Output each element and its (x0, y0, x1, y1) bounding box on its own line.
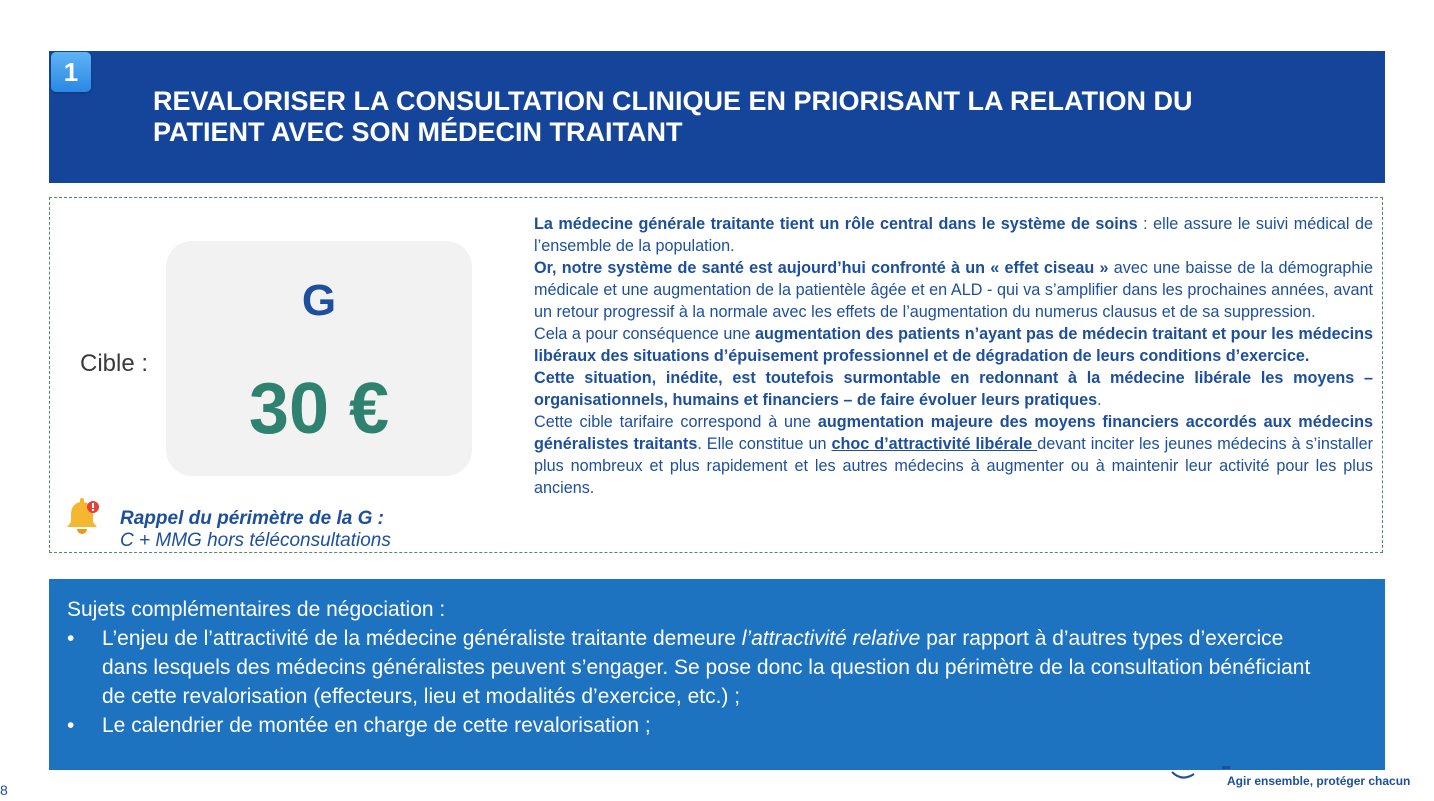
target-label: Cible : (80, 350, 149, 377)
paragraph-central-role (534, 213, 1373, 257)
complementary-topics-list (67, 624, 1327, 740)
scope-reminder (120, 508, 391, 552)
page-title-line-1: REVALORISER LA CONSULTATION CLINIQUE EN PRIORISANT LA RELATION DU (153, 86, 1193, 116)
list-item (67, 711, 1327, 740)
p5-start: Cette cible tarifaire correspond à une (534, 413, 818, 431)
p1-bold: La médecine générale traitante tient un rôle central dans le système de soins (534, 215, 1138, 233)
p2-rest: avec une baisse de la démographie médicale et une augmentation de la patientèle âgée et en ALD - qui va s’amplifier dans les prochaines années, avant un retour progressif à la normale avec les effets de l’augmentation du numerus clausus et de sa suppression. (534, 259, 1373, 321)
p5-end: devant inciter les jeunes médecins à s’installer plus nombreux et plus rapidement et les autres médecins à augmenter ou à maintenir leur activité pour les plus anciens. (534, 435, 1374, 497)
page-title-line-2: PATIENT AVEC SON MÉDECIN TRAITANT (153, 117, 683, 147)
p4-rest: . (1097, 391, 1102, 409)
p4-bold: Cette situation, inédite, est toutefois surmontable en redonnant à la médecine libérale les moyens – organisationnels, humains et financiers – de faire évoluer leurs pratiques (534, 369, 1373, 409)
paragraph-surmountable (534, 367, 1373, 411)
scope-reminder-title: Rappel du périmètre de la G : (120, 508, 384, 529)
bullet-icon: • (67, 714, 75, 737)
consultation-code: G (301, 276, 337, 325)
paragraph-scissor-effect (534, 257, 1373, 323)
p5-mid: . Elle constitue un (697, 435, 832, 453)
paragraph-consequence (534, 323, 1373, 367)
logo-tagline: Agir ensemble, protéger chacun (1227, 774, 1411, 788)
target-price: 30 € (248, 369, 390, 449)
item1-end: par rapport à d’autres types d’exercice dans lesquels des médecins généralistes peuvent s’engager. Se pose donc la question du périmètre de la consultation bénéficiant de cette revalorisation (effecteurs, lieu et modalités d’exercice, etc.) ; (102, 627, 1311, 708)
section-number-badge: 1 (51, 52, 91, 92)
complementary-topics-heading: Sujets complémentaires de négociation : (67, 598, 446, 621)
page-number: 8 (0, 782, 8, 798)
item1-start: L’enjeu de l’attractivité de la médecine généraliste traitante demeure (102, 627, 742, 650)
bell-icon (62, 496, 102, 536)
p3-start: Cela a pour conséquence une (534, 325, 755, 343)
item1-italic: l’attractivité relative (741, 627, 921, 650)
context-text (534, 213, 1373, 499)
item2-text: Le calendrier de montée en charge de cette revalorisation ; (102, 714, 651, 737)
p1-rest: : elle assure le suivi médical de l’ensemble de la population. (534, 215, 1374, 255)
p5-underline: choc d’attractivité libérale (831, 435, 1038, 453)
scope-reminder-detail: C + MMG hors téléconsultations (120, 530, 391, 551)
p5-bold: augmentation majeure des moyens financiers accordés aux médecins généralistes traitants (534, 413, 1373, 453)
page-title (153, 86, 1353, 148)
logo-icon (1170, 766, 1230, 780)
list-item (67, 624, 1327, 711)
bullet-icon: • (67, 627, 75, 650)
p2-bold: Or, notre système de santé est aujourd’hui confronté à un « effet ciseau » (534, 259, 1109, 277)
p3-bold: augmentation des patients n’ayant pas de médecin traitant et pour les médecins libéraux des situations d’épuisement professionnel et de dégradation de leurs conditions d’exercice. (534, 325, 1373, 365)
paragraph-tariff-target (534, 411, 1373, 499)
